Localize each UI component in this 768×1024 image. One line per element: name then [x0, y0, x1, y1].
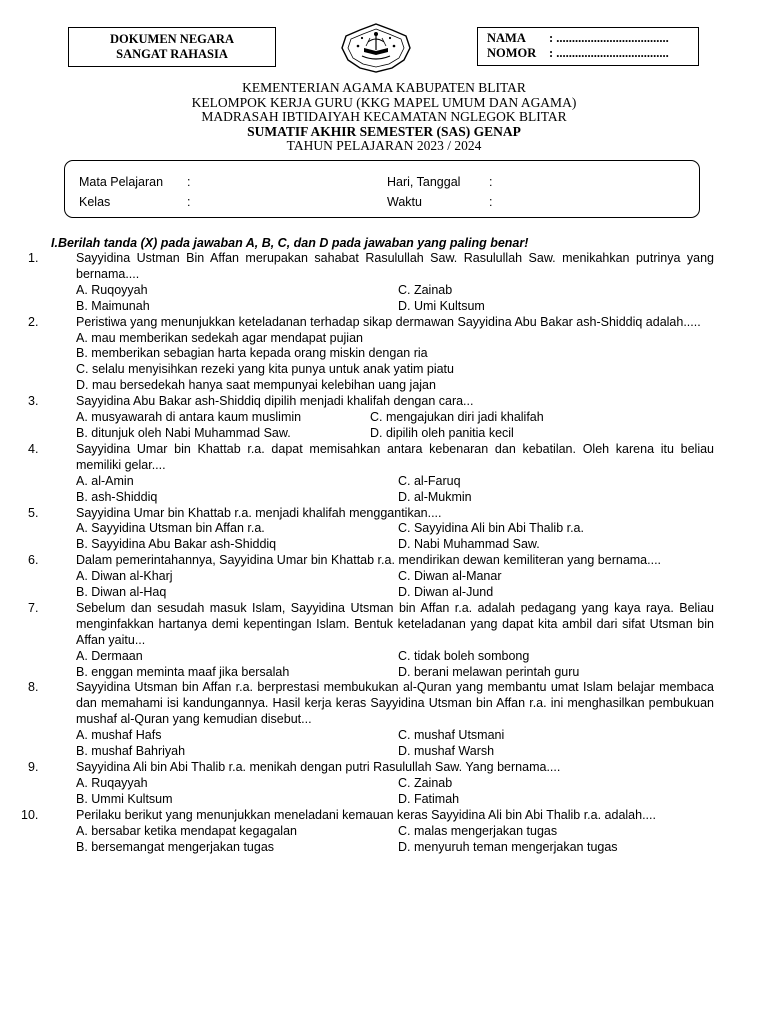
answer-option[interactable]: B. mushaf Bahriyah	[76, 744, 186, 759]
answer-option[interactable]: B. Diwan al-Haq	[76, 585, 167, 600]
answer-option[interactable]: A. Ruqayyah	[76, 775, 148, 790]
question-number: 6.	[28, 553, 39, 568]
answer-option[interactable]: D. dipilih oleh panitia kecil	[370, 425, 514, 440]
question-item	[0, 553, 768, 601]
question-text: Sayyidina Umar bin Khattab r.a. menjadi khalifah menggantikan....	[76, 505, 442, 520]
answer-options	[76, 331, 716, 395]
answer-option[interactable]: C. tidak boleh sombong	[398, 648, 530, 663]
answer-options	[76, 410, 716, 442]
answer-option[interactable]: C. Zainab	[398, 775, 453, 790]
question-text: Perilaku berikut yang menunjukkan meneladani kemauan keras Sayyidina Ali bin Abi Thalib r.a. adalah....	[76, 807, 656, 822]
answer-option[interactable]: B. memberikan sebagian harta kepada orang miskin dengan ria	[76, 346, 428, 361]
answer-option[interactable]: D. berani melawan perintah guru	[398, 664, 580, 679]
answer-option[interactable]: D. Diwan al-Jund	[398, 585, 494, 600]
exam-info-box	[64, 160, 700, 218]
document-classification-line2: SANGAT RAHASIA	[116, 47, 228, 61]
answer-option[interactable]: C. al-Faruq	[398, 473, 461, 488]
question-item	[0, 251, 768, 315]
answer-option[interactable]: B. ditunjuk oleh Nabi Muhammad Saw.	[76, 425, 291, 440]
answer-option[interactable]: A. Diwan al-Kharj	[76, 569, 173, 584]
answer-option[interactable]: D. mau bersedekah hanya saat mempunyai kelebihan uang jajan	[76, 378, 436, 393]
answer-option[interactable]: C. Sayyidina Ali bin Abi Thalib r.a.	[398, 521, 584, 536]
answer-option[interactable]: C. Zainab	[398, 282, 453, 297]
document-classification-box	[68, 27, 276, 67]
answer-option[interactable]: C. malas mengerjakan tugas	[398, 823, 558, 838]
answer-option[interactable]: B. ash-Shiddiq	[76, 489, 158, 504]
answer-options	[76, 521, 716, 553]
kelas-label: Kelas	[79, 195, 111, 209]
answer-option[interactable]: B. enggan meminta maaf jika bersalah	[76, 664, 290, 679]
question-item	[0, 506, 768, 554]
ministry-emblem-icon	[340, 22, 412, 74]
answer-option[interactable]: B. bersemangat mengerjakan tugas	[76, 839, 275, 854]
answer-option[interactable]: A. mushaf Hafs	[76, 728, 162, 743]
question-number: 8.	[28, 680, 39, 695]
question-number: 10.	[21, 807, 39, 822]
answer-option[interactable]: B. Maimunah	[76, 298, 150, 313]
answer-option[interactable]: A. musyawarah di antara kaum muslimin	[76, 410, 302, 425]
nomor-field[interactable]: : ....................................	[549, 46, 669, 60]
waktu-colon: :	[489, 195, 493, 209]
question-text: Sayyidina Utsman bin Affan r.a. berprestasi membukukan al-Quran yang membantu umat Islam belajar membaca dan memahami isi kandungannya. Hasil kerja keras Sayyidina Utsman bin Affan r.a. ini menghasilkan pembukuan mushaf al-Quran yang kemudian disebut...	[76, 680, 714, 727]
answer-option[interactable]: A. al-Amin	[76, 473, 134, 488]
question-text: Sayyidina Ali bin Abi Thalib r.a. menikah dengan putri Rasulullah Saw. Yang bernama....	[76, 760, 561, 774]
question-text: Sayyidina Umar bin Khattab r.a. dapat memisahkan antara kebenaran dan kebatilan. Oleh karena itu beliau memiliki gelar....	[76, 441, 714, 472]
question-number: 3.	[28, 394, 39, 409]
answer-options	[76, 649, 716, 681]
question-number: 2.	[28, 314, 39, 329]
answer-options	[76, 283, 716, 315]
answer-option[interactable]: D. Umi Kultsum	[398, 298, 485, 313]
hari-tanggal-colon: :	[489, 175, 493, 189]
waktu-label: Waktu	[387, 195, 422, 209]
answer-option[interactable]: D. Nabi Muhammad Saw.	[398, 537, 540, 552]
answer-option[interactable]: A. Sayyidina Utsman bin Affan r.a.	[76, 521, 265, 536]
answer-option[interactable]: D. mushaf Warsh	[398, 744, 495, 759]
answer-option[interactable]: C. Diwan al-Manar	[398, 569, 502, 584]
header-line-2: KELOMPOK KERJA GURU (KKG MAPEL UMUM DAN AGAMA)	[191, 94, 577, 110]
question-number: 9.	[28, 760, 39, 774]
answer-option[interactable]: D. Fatimah	[398, 791, 460, 806]
answer-options	[76, 776, 716, 808]
exam-header	[0, 81, 768, 154]
nama-field[interactable]: : ....................................	[549, 31, 669, 45]
question-text: Sebelum dan sesudah masuk Islam, Sayyidina Utsman bin Affan r.a. adalah pedagang yang kaya raya. Beliau menginfakkan hartanya demi kepentingan Islam. Bentuk keteladanan yang dapat kita ambil dari sifat Utsman bin Affan yaitu...	[76, 600, 714, 647]
question-item	[0, 442, 768, 506]
answer-option[interactable]: A. mau memberikan sedekah agar mendapat pujian	[76, 330, 363, 345]
answer-option[interactable]: C. selalu menyisihkan rezeki yang kita punya untuk anak yatim piatu	[76, 362, 454, 377]
answer-options	[76, 728, 716, 760]
question-text: Sayyidina Ustman Bin Affan merupakan sahabat Rasulullah Saw. Rasulullah Saw. menikahkan putrinya yang bernama....	[76, 251, 714, 281]
instruction-text: I.Berilah tanda (X) pada jawaban A, B, C, dan D pada jawaban yang paling benar!	[51, 236, 529, 250]
question-item	[0, 680, 768, 760]
mapel-colon: :	[187, 175, 191, 189]
question-list	[0, 251, 768, 855]
answer-option[interactable]: A. bersabar ketika mendapat kegagalan	[76, 823, 297, 838]
mapel-label: Mata Pelajaran	[79, 175, 164, 189]
answer-options	[76, 824, 716, 856]
header-line-3: MADRASAH IBTIDAIYAH KECAMATAN NGLEGOK BLITAR	[201, 109, 567, 124]
nomor-label: NOMOR	[487, 46, 537, 60]
answer-options	[76, 569, 716, 601]
document-classification-line1: DOKUMEN NEGARA	[110, 32, 234, 46]
answer-option[interactable]: C. mengajukan diri jadi khalifah	[370, 410, 544, 425]
header-line-4: SUMATIF AKHIR SEMESTER (SAS) GENAP	[247, 123, 521, 139]
hari-tanggal-label: Hari, Tanggal	[387, 175, 461, 189]
student-identity-box	[477, 27, 699, 66]
question-item	[0, 601, 768, 681]
question-number: 5.	[28, 505, 39, 520]
answer-option[interactable]: B. Sayyidina Abu Bakar ash-Shiddiq	[76, 537, 277, 552]
header-line-1: KEMENTERIAN AGAMA KABUPATEN BLITAR	[242, 80, 526, 95]
question-text: Peristiwa yang menunjukkan keteladanan terhadap sikap dermawan Sayyidina Abu Bakar ash-Shiddiq adalah.....	[76, 314, 701, 329]
question-text: Sayyidina Abu Bakar ash-Shiddiq dipilih menjadi khalifah dengan cara...	[76, 394, 474, 409]
header-line-5: TAHUN PELAJARAN 2023 / 2024	[286, 138, 482, 153]
kelas-colon: :	[187, 195, 191, 209]
answer-option[interactable]: D. al-Mukmin	[398, 489, 472, 504]
question-item	[0, 315, 768, 395]
nama-label: NAMA	[487, 31, 526, 45]
answer-option[interactable]: B. Ummi Kultsum	[76, 791, 173, 806]
question-item	[0, 808, 768, 856]
question-item	[0, 760, 768, 808]
question-number: 7.	[28, 600, 39, 615]
answer-options	[76, 474, 716, 506]
answer-option[interactable]: A. Ruqoyyah	[76, 282, 148, 297]
question-number: 1.	[28, 251, 39, 265]
answer-option[interactable]: C. mushaf Utsmani	[398, 728, 505, 743]
question-text: Dalam pemerintahannya, Sayyidina Umar bin Khattab r.a. mendirikan dewan kemiliteran yang bernama....	[76, 553, 662, 568]
question-item	[0, 394, 768, 442]
question-number: 4.	[28, 441, 39, 456]
answer-option[interactable]: A. Dermaan	[76, 648, 143, 663]
answer-option[interactable]: D. menyuruh teman mengerjakan tugas	[398, 839, 618, 854]
